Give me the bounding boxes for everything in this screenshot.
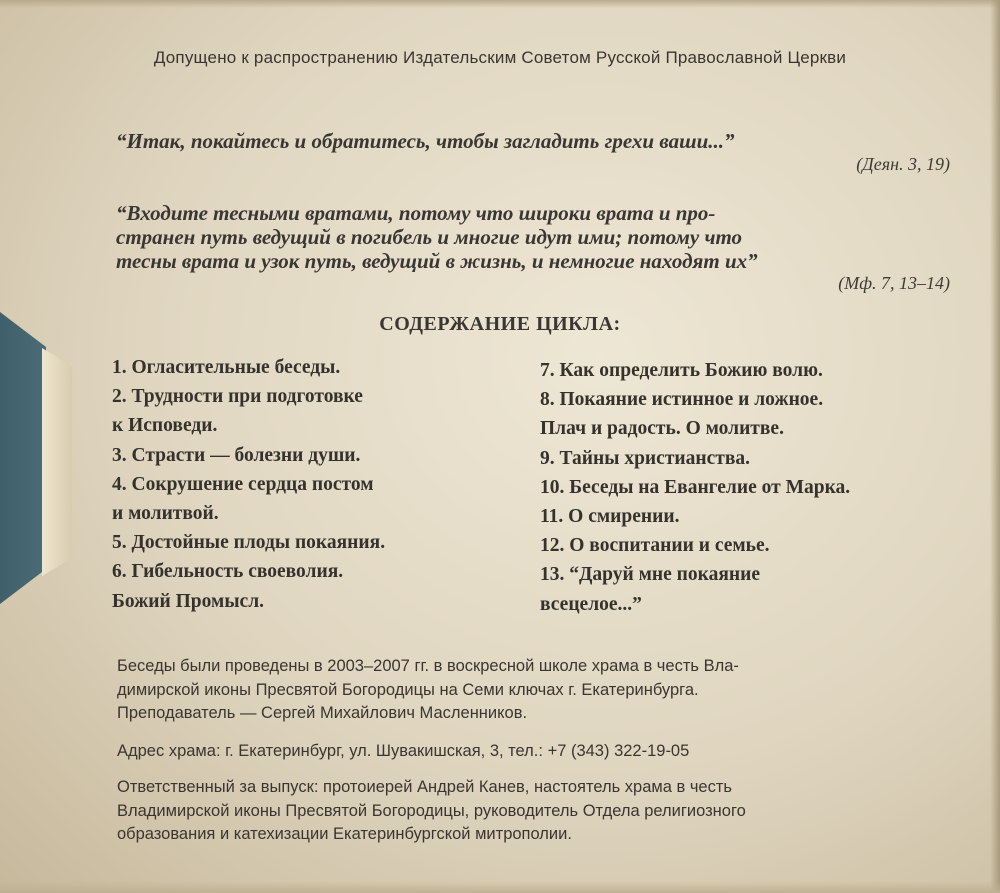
contents-item: и молитвой. <box>112 503 219 525</box>
lectures-info-line: димирской иконы Пресвятой Богородицы на Семи ключах г. Екатеринбурга. <box>117 680 699 699</box>
lectures-info-line: Преподаватель — Сергей Михайлович Масленников. <box>117 704 528 722</box>
responsible-info <box>117 776 952 847</box>
contents-item: 10. Беседы на Евангелие от Марка. <box>540 476 851 498</box>
case-slot-light <box>42 348 72 576</box>
contents-item: 1. Огласительные беседы. <box>112 357 341 378</box>
contents-item: 11. О смирении. <box>540 506 680 528</box>
contents-item: 6. Гибельность своеволия. <box>112 561 344 583</box>
responsible-info-line: образования и катехизации Екатеринбургской митрополии. <box>117 825 572 843</box>
quote-matthew-line: тесны врата и узок путь, ведущий в жизнь, и немногие находят их” <box>116 249 758 273</box>
cover-edge-top <box>0 0 1000 8</box>
contents-item: 7. Как определить Божию волю. <box>540 360 823 381</box>
church-address <box>117 740 952 764</box>
contents-item: 2. Трудности при подготовке <box>112 386 363 408</box>
cover-edge-bottom <box>0 881 1000 893</box>
cover-edge-right <box>990 0 1000 893</box>
contents-item: 4. Сокрушение сердца постом <box>112 473 374 495</box>
contents-item: 5. Достойные плоды покаяния. <box>112 532 386 554</box>
responsible-info-line: Ответственный за выпуск: протоиерей Андрей Канев, настоятель храма в честь <box>117 778 733 796</box>
contents-item: 12. О воспитании и семье. <box>540 535 770 557</box>
quote-matthew-reference: (Мф. 7, 13–14) <box>838 273 950 293</box>
contents-left-column <box>112 353 385 616</box>
contents-item: 8. Покаяние истинное и ложное. <box>540 389 824 411</box>
lectures-info <box>117 655 952 726</box>
contents-right-column <box>540 356 850 619</box>
contents-item: 3. Страсти — болезни души. <box>112 444 361 466</box>
contents-title: СОДЕРЖАНИЕ ЦИКЛА: <box>379 313 621 335</box>
church-address-line: Адрес храма: г. Екатеринбург, ул. Шувакишская, 3, тел.: +7 (343) 322-19-05 <box>117 742 690 760</box>
quote-acts-reference: (Деян. 3, 19) <box>856 154 950 174</box>
contents-item: всецелое...” <box>540 593 642 615</box>
quote-matthew <box>116 201 950 273</box>
contents-item: Плач и радость. О молитве. <box>540 418 784 440</box>
contents-item: 13. “Даруй мне покаяние <box>540 564 761 586</box>
case-slot-dark <box>0 312 46 604</box>
quote-acts <box>116 129 950 153</box>
quote-matthew-line: “Входите тесными вратами, потому что широки врата и про- <box>116 201 716 225</box>
responsible-info-line: Владимирской иконы Пресвятой Богородицы, руководитель Отдела религиозного <box>117 801 746 820</box>
contents-item: к Исповеди. <box>112 415 218 437</box>
contents-item: Божий Промысл. <box>112 590 265 612</box>
lectures-info-line: Беседы были проведены в 2003–2007 гг. в воскресной школе храма в честь Вла- <box>117 657 739 675</box>
quote-matthew-line: странен путь ведущий в погибель и многие идут ими; потому что <box>116 225 743 249</box>
quote-acts-line: “Итак, покайтесь и обратитесь, чтобы загладить грехи ваши...” <box>116 129 735 153</box>
approval-note: Допущено к распространению Издательским Советом Русской Православной Церкви <box>153 48 847 67</box>
contents-item: 9. Тайны христианства. <box>540 447 751 469</box>
